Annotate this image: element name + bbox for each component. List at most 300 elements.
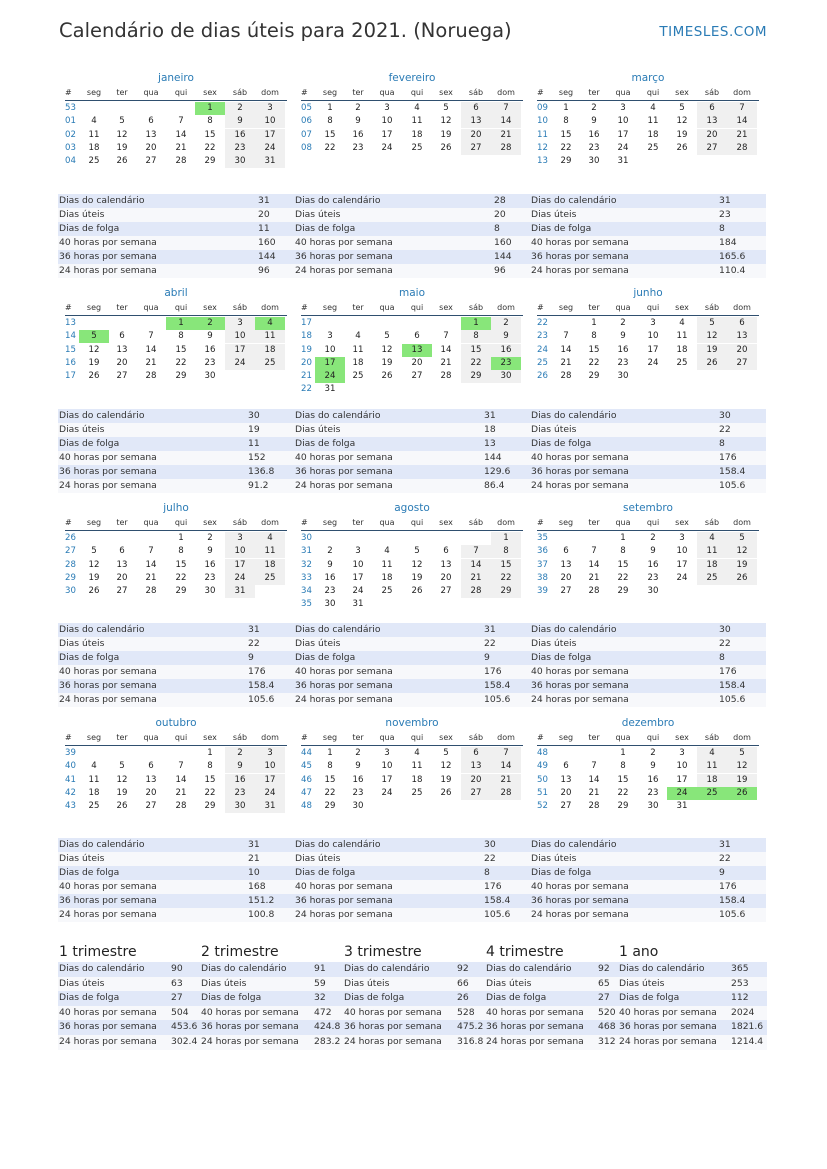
day-cell[interactable]: 13 <box>727 330 757 343</box>
day-cell[interactable]: 3 <box>225 317 255 330</box>
day-cell[interactable]: 4 <box>414 748 420 758</box>
day-cell[interactable]: 12 <box>727 760 757 773</box>
day-cell[interactable]: 24 <box>647 357 659 368</box>
day-cell[interactable]: 13 <box>145 129 157 140</box>
day-cell[interactable]: 25 <box>255 357 285 370</box>
day-cell[interactable]: 4 <box>697 747 727 760</box>
day-cell[interactable]: 29 <box>204 156 216 167</box>
day-cell[interactable]: 22 <box>491 572 521 585</box>
day-cell[interactable]: 19 <box>116 787 128 798</box>
day-cell[interactable]: 9 <box>207 546 213 557</box>
day-cell[interactable]: 9 <box>620 331 626 342</box>
day-cell[interactable]: 11 <box>647 116 659 127</box>
day-cell[interactable]: 12 <box>676 116 688 127</box>
day-cell[interactable]: 9 <box>355 116 361 127</box>
day-cell[interactable]: 12 <box>411 559 423 570</box>
day-cell[interactable]: 26 <box>440 787 452 798</box>
day-cell[interactable]: 22 <box>324 787 336 798</box>
day-cell[interactable]: 25 <box>697 572 727 585</box>
day-cell[interactable]: 8 <box>620 761 626 772</box>
day-cell[interactable]: 14 <box>440 344 452 355</box>
day-cell[interactable]: 22 <box>617 572 629 583</box>
day-cell[interactable]: 9 <box>591 116 597 127</box>
day-cell[interactable]: 22 <box>204 142 216 153</box>
day-cell[interactable]: 9 <box>225 760 255 773</box>
day-cell[interactable]: 17 <box>381 774 393 785</box>
holiday-day[interactable]: 4 <box>255 317 285 330</box>
day-cell[interactable]: 29 <box>617 586 629 597</box>
day-cell[interactable]: 20 <box>145 142 157 153</box>
day-cell[interactable]: 9 <box>207 331 213 342</box>
day-cell[interactable]: 5 <box>443 748 449 758</box>
day-cell[interactable]: 23 <box>204 572 216 583</box>
day-cell[interactable]: 12 <box>116 774 128 785</box>
day-cell[interactable]: 4 <box>91 116 97 127</box>
day-cell[interactable]: 18 <box>88 142 100 153</box>
holiday-day[interactable]: 2 <box>195 317 225 330</box>
day-cell[interactable]: 25 <box>88 801 100 812</box>
day-cell[interactable]: 11 <box>411 761 423 772</box>
day-cell[interactable]: 16 <box>225 129 255 142</box>
day-cell[interactable]: 15 <box>560 129 572 140</box>
day-cell[interactable]: 2 <box>491 317 521 330</box>
day-cell[interactable]: 3 <box>255 102 285 115</box>
day-cell[interactable]: 5 <box>414 546 420 557</box>
day-cell[interactable]: 14 <box>560 344 572 355</box>
day-cell[interactable]: 3 <box>255 747 285 760</box>
day-cell[interactable]: 17 <box>352 572 364 583</box>
day-cell[interactable]: 12 <box>88 344 100 355</box>
day-cell[interactable]: 22 <box>204 787 216 798</box>
day-cell[interactable]: 12 <box>697 330 727 343</box>
day-cell[interactable]: 14 <box>145 344 157 355</box>
day-cell[interactable]: 8 <box>327 116 333 127</box>
day-cell[interactable]: 17 <box>647 344 659 355</box>
day-cell[interactable]: 4 <box>355 331 361 342</box>
day-cell[interactable]: 26 <box>116 156 128 167</box>
day-cell[interactable]: 15 <box>617 774 629 785</box>
day-cell[interactable]: 9 <box>650 761 656 772</box>
day-cell[interactable]: 22 <box>588 357 600 368</box>
day-cell[interactable]: 19 <box>697 344 727 357</box>
day-cell[interactable]: 4 <box>679 318 685 328</box>
day-cell[interactable]: 23 <box>647 787 659 798</box>
day-cell[interactable]: 27 <box>727 357 757 370</box>
day-cell[interactable]: 1 <box>591 318 597 328</box>
day-cell[interactable]: 17 <box>676 559 688 570</box>
day-cell[interactable]: 28 <box>588 801 600 812</box>
day-cell[interactable]: 30 <box>647 586 659 597</box>
day-cell[interactable]: 31 <box>255 800 285 813</box>
day-cell[interactable]: 6 <box>119 331 125 342</box>
day-cell[interactable]: 20 <box>727 344 757 357</box>
day-cell[interactable]: 19 <box>440 774 452 785</box>
day-cell[interactable]: 20 <box>145 787 157 798</box>
day-cell[interactable]: 15 <box>175 344 187 355</box>
day-cell[interactable]: 27 <box>145 156 157 167</box>
day-cell[interactable]: 25 <box>411 142 423 153</box>
day-cell[interactable]: 21 <box>588 572 600 583</box>
day-cell[interactable]: 5 <box>727 532 757 545</box>
day-cell[interactable]: 5 <box>119 116 125 127</box>
day-cell[interactable]: 29 <box>617 801 629 812</box>
day-cell[interactable]: 28 <box>588 586 600 597</box>
day-cell[interactable]: 7 <box>178 761 184 772</box>
day-cell[interactable]: 5 <box>384 331 390 342</box>
day-cell[interactable]: 11 <box>255 330 285 343</box>
day-cell[interactable]: 30 <box>647 801 659 812</box>
day-cell[interactable]: 26 <box>727 572 757 585</box>
day-cell[interactable]: 13 <box>461 115 491 128</box>
day-cell[interactable]: 7 <box>148 331 154 342</box>
day-cell[interactable]: 10 <box>617 116 629 127</box>
day-cell[interactable]: 4 <box>697 532 727 545</box>
day-cell[interactable]: 21 <box>491 129 521 142</box>
holiday-day[interactable]: 24 <box>667 787 697 800</box>
day-cell[interactable]: 28 <box>145 586 157 597</box>
day-cell[interactable]: 4 <box>255 532 285 545</box>
day-cell[interactable]: 28 <box>175 156 187 167</box>
day-cell[interactable]: 13 <box>116 344 128 355</box>
day-cell[interactable]: 15 <box>204 129 216 140</box>
day-cell[interactable]: 11 <box>352 344 364 355</box>
day-cell[interactable]: 16 <box>617 344 629 355</box>
day-cell[interactable]: 18 <box>88 787 100 798</box>
day-cell[interactable]: 30 <box>352 801 364 812</box>
day-cell[interactable]: 13 <box>440 559 452 570</box>
day-cell[interactable]: 23 <box>588 142 600 153</box>
day-cell[interactable]: 20 <box>560 787 572 798</box>
day-cell[interactable]: 23 <box>225 142 255 155</box>
day-cell[interactable]: 2 <box>355 748 361 758</box>
day-cell[interactable]: 14 <box>491 760 521 773</box>
day-cell[interactable]: 14 <box>175 129 187 140</box>
day-cell[interactable]: 23 <box>352 787 364 798</box>
day-cell[interactable]: 26 <box>116 801 128 812</box>
day-cell[interactable]: 16 <box>647 559 659 570</box>
day-cell[interactable]: 27 <box>560 801 572 812</box>
day-cell[interactable]: 1 <box>207 748 213 758</box>
day-cell[interactable]: 23 <box>647 572 659 583</box>
day-cell[interactable]: 25 <box>411 787 423 798</box>
day-cell[interactable]: 3 <box>679 533 685 543</box>
day-cell[interactable]: 9 <box>355 761 361 772</box>
day-cell[interactable]: 3 <box>355 546 361 557</box>
day-cell[interactable]: 26 <box>381 371 393 382</box>
day-cell[interactable]: 1 <box>491 532 521 545</box>
day-cell[interactable]: 15 <box>588 344 600 355</box>
day-cell[interactable]: 3 <box>679 748 685 758</box>
day-cell[interactable]: 13 <box>116 559 128 570</box>
day-cell[interactable]: 15 <box>461 344 491 357</box>
day-cell[interactable]: 6 <box>148 116 154 127</box>
day-cell[interactable]: 16 <box>491 344 521 357</box>
day-cell[interactable]: 19 <box>727 559 757 572</box>
day-cell[interactable]: 13 <box>560 559 572 570</box>
day-cell[interactable]: 14 <box>727 115 757 128</box>
day-cell[interactable]: 24 <box>225 357 255 370</box>
day-cell[interactable]: 8 <box>563 116 569 127</box>
day-cell[interactable]: 8 <box>591 331 597 342</box>
day-cell[interactable]: 10 <box>381 116 393 127</box>
day-cell[interactable]: 22 <box>175 572 187 583</box>
day-cell[interactable]: 7 <box>148 546 154 557</box>
day-cell[interactable]: 6 <box>563 546 569 557</box>
day-cell[interactable]: 21 <box>440 357 452 368</box>
day-cell[interactable]: 21 <box>175 787 187 798</box>
day-cell[interactable]: 28 <box>727 142 757 155</box>
day-cell[interactable]: 20 <box>461 129 491 142</box>
day-cell[interactable]: 27 <box>411 371 423 382</box>
day-cell[interactable]: 14 <box>461 559 491 572</box>
day-cell[interactable]: 5 <box>91 546 97 557</box>
day-cell[interactable]: 11 <box>697 760 727 773</box>
day-cell[interactable]: 2 <box>225 747 255 760</box>
day-cell[interactable]: 24 <box>381 787 393 798</box>
day-cell[interactable]: 11 <box>381 559 393 570</box>
day-cell[interactable]: 13 <box>560 774 572 785</box>
holiday-day[interactable]: 23 <box>491 357 521 370</box>
day-cell[interactable]: 21 <box>588 787 600 798</box>
day-cell[interactable]: 2 <box>591 103 597 113</box>
day-cell[interactable]: 2 <box>650 533 656 543</box>
day-cell[interactable]: 14 <box>145 559 157 570</box>
holiday-day[interactable]: 24 <box>315 370 345 383</box>
day-cell[interactable]: 12 <box>88 559 100 570</box>
day-cell[interactable]: 11 <box>255 545 285 558</box>
day-cell[interactable]: 17 <box>617 129 629 140</box>
day-cell[interactable]: 2 <box>327 546 333 557</box>
day-cell[interactable]: 30 <box>204 586 216 597</box>
day-cell[interactable]: 30 <box>491 370 521 383</box>
day-cell[interactable]: 7 <box>491 747 521 760</box>
day-cell[interactable]: 26 <box>411 586 423 597</box>
holiday-day[interactable]: 1 <box>461 317 491 330</box>
day-cell[interactable]: 16 <box>588 129 600 140</box>
day-cell[interactable]: 2 <box>355 103 361 113</box>
day-cell[interactable]: 8 <box>327 761 333 772</box>
day-cell[interactable]: 29 <box>560 156 572 167</box>
day-cell[interactable]: 18 <box>411 129 423 140</box>
day-cell[interactable]: 25 <box>381 586 393 597</box>
day-cell[interactable]: 14 <box>175 774 187 785</box>
day-cell[interactable]: 19 <box>411 572 423 583</box>
day-cell[interactable]: 19 <box>440 129 452 140</box>
day-cell[interactable]: 29 <box>175 586 187 597</box>
day-cell[interactable]: 2 <box>620 318 626 328</box>
day-cell[interactable]: 11 <box>411 116 423 127</box>
day-cell[interactable]: 30 <box>225 155 255 168</box>
day-cell[interactable]: 23 <box>352 142 364 153</box>
day-cell[interactable]: 21 <box>727 129 757 142</box>
day-cell[interactable]: 12 <box>727 545 757 558</box>
holiday-day[interactable]: 1 <box>166 317 196 330</box>
day-cell[interactable]: 17 <box>676 774 688 785</box>
day-cell[interactable]: 20 <box>461 774 491 787</box>
holiday-day[interactable]: 13 <box>402 344 432 357</box>
day-cell[interactable]: 10 <box>676 761 688 772</box>
day-cell[interactable]: 4 <box>414 103 420 113</box>
day-cell[interactable]: 23 <box>204 357 216 368</box>
day-cell[interactable]: 18 <box>697 774 727 787</box>
day-cell[interactable]: 20 <box>116 572 128 583</box>
day-cell[interactable]: 31 <box>324 384 336 395</box>
day-cell[interactable]: 7 <box>178 116 184 127</box>
day-cell[interactable]: 9 <box>327 559 333 570</box>
day-cell[interactable]: 10 <box>647 331 659 342</box>
day-cell[interactable]: 1 <box>620 533 626 543</box>
day-cell[interactable]: 29 <box>588 371 600 382</box>
day-cell[interactable]: 24 <box>617 142 629 153</box>
day-cell[interactable]: 3 <box>384 748 390 758</box>
day-cell[interactable]: 4 <box>650 103 656 113</box>
day-cell[interactable]: 7 <box>591 546 597 557</box>
day-cell[interactable]: 15 <box>324 129 336 140</box>
day-cell[interactable]: 31 <box>255 155 285 168</box>
day-cell[interactable]: 22 <box>461 357 491 370</box>
day-cell[interactable]: 21 <box>461 572 491 585</box>
day-cell[interactable]: 18 <box>381 572 393 583</box>
day-cell[interactable]: 16 <box>204 344 216 355</box>
day-cell[interactable]: 28 <box>175 801 187 812</box>
day-cell[interactable]: 27 <box>461 142 491 155</box>
day-cell[interactable]: 2 <box>207 533 213 543</box>
day-cell[interactable]: 29 <box>175 371 187 382</box>
day-cell[interactable]: 29 <box>204 801 216 812</box>
day-cell[interactable]: 14 <box>588 774 600 785</box>
day-cell[interactable]: 30 <box>588 156 600 167</box>
day-cell[interactable]: 18 <box>255 559 285 572</box>
day-cell[interactable]: 11 <box>88 129 100 140</box>
day-cell[interactable]: 12 <box>116 129 128 140</box>
day-cell[interactable]: 24 <box>225 572 255 585</box>
holiday-day[interactable]: 26 <box>727 787 757 800</box>
day-cell[interactable]: 25 <box>647 142 659 153</box>
day-cell[interactable]: 5 <box>119 761 125 772</box>
day-cell[interactable]: 20 <box>411 357 423 368</box>
day-cell[interactable]: 21 <box>175 142 187 153</box>
holiday-day[interactable]: 17 <box>315 357 345 370</box>
day-cell[interactable]: 6 <box>443 546 449 557</box>
day-cell[interactable]: 13 <box>461 760 491 773</box>
day-cell[interactable]: 7 <box>563 331 569 342</box>
day-cell[interactable]: 18 <box>352 357 364 368</box>
day-cell[interactable]: 16 <box>352 129 364 140</box>
day-cell[interactable]: 16 <box>204 559 216 570</box>
day-cell[interactable]: 15 <box>175 559 187 570</box>
day-cell[interactable]: 7 <box>443 331 449 342</box>
day-cell[interactable]: 16 <box>225 774 255 787</box>
day-cell[interactable]: 30 <box>617 371 629 382</box>
day-cell[interactable]: 6 <box>148 761 154 772</box>
day-cell[interactable]: 16 <box>647 774 659 785</box>
day-cell[interactable]: 18 <box>255 344 285 357</box>
day-cell[interactable]: 5 <box>727 747 757 760</box>
day-cell[interactable]: 17 <box>255 774 285 787</box>
day-cell[interactable]: 18 <box>697 559 727 572</box>
day-cell[interactable]: 6 <box>727 317 757 330</box>
day-cell[interactable]: 29 <box>491 585 521 598</box>
day-cell[interactable]: 21 <box>145 572 157 583</box>
day-cell[interactable]: 2 <box>650 748 656 758</box>
day-cell[interactable]: 10 <box>225 545 255 558</box>
day-cell[interactable]: 9 <box>650 546 656 557</box>
day-cell[interactable]: 6 <box>461 102 491 115</box>
day-cell[interactable]: 1 <box>327 103 333 113</box>
day-cell[interactable]: 14 <box>491 115 521 128</box>
day-cell[interactable]: 27 <box>440 586 452 597</box>
day-cell[interactable]: 27 <box>560 586 572 597</box>
day-cell[interactable]: 19 <box>116 142 128 153</box>
day-cell[interactable]: 19 <box>381 357 393 368</box>
day-cell[interactable]: 9 <box>491 330 521 343</box>
day-cell[interactable]: 20 <box>560 572 572 583</box>
day-cell[interactable]: 10 <box>324 344 336 355</box>
day-cell[interactable]: 21 <box>145 357 157 368</box>
day-cell[interactable]: 19 <box>727 774 757 787</box>
day-cell[interactable]: 8 <box>207 761 213 772</box>
day-cell[interactable]: 6 <box>563 761 569 772</box>
day-cell[interactable]: 17 <box>381 129 393 140</box>
day-cell[interactable]: 7 <box>491 102 521 115</box>
day-cell[interactable]: 24 <box>381 142 393 153</box>
day-cell[interactable]: 11 <box>676 331 688 342</box>
brand-link[interactable]: TIMESLES.COM <box>659 24 767 40</box>
day-cell[interactable]: 28 <box>491 787 521 800</box>
day-cell[interactable]: 1 <box>327 748 333 758</box>
day-cell[interactable]: 21 <box>560 357 572 368</box>
day-cell[interactable]: 20 <box>116 357 128 368</box>
day-cell[interactable]: 7 <box>461 545 491 558</box>
day-cell[interactable]: 30 <box>204 371 216 382</box>
day-cell[interactable]: 4 <box>384 546 390 557</box>
day-cell[interactable]: 22 <box>560 142 572 153</box>
day-cell[interactable]: 30 <box>225 800 255 813</box>
day-cell[interactable]: 3 <box>384 103 390 113</box>
day-cell[interactable]: 15 <box>324 774 336 785</box>
day-cell[interactable]: 26 <box>88 371 100 382</box>
day-cell[interactable]: 8 <box>207 116 213 127</box>
day-cell[interactable]: 31 <box>676 801 688 812</box>
day-cell[interactable]: 17 <box>225 559 255 572</box>
day-cell[interactable]: 8 <box>491 545 521 558</box>
day-cell[interactable]: 12 <box>440 116 452 127</box>
day-cell[interactable]: 26 <box>88 586 100 597</box>
day-cell[interactable]: 10 <box>381 761 393 772</box>
day-cell[interactable]: 3 <box>620 103 626 113</box>
day-cell[interactable]: 12 <box>381 344 393 355</box>
holiday-day[interactable]: 5 <box>79 330 109 343</box>
day-cell[interactable]: 28 <box>440 371 452 382</box>
day-cell[interactable]: 1 <box>563 103 569 113</box>
day-cell[interactable]: 29 <box>461 370 491 383</box>
day-cell[interactable]: 10 <box>225 330 255 343</box>
day-cell[interactable]: 23 <box>324 586 336 597</box>
day-cell[interactable]: 27 <box>697 142 727 155</box>
day-cell[interactable]: 17 <box>255 129 285 142</box>
day-cell[interactable]: 6 <box>119 546 125 557</box>
day-cell[interactable]: 14 <box>588 559 600 570</box>
holiday-day[interactable]: 1 <box>195 102 225 115</box>
day-cell[interactable]: 25 <box>88 156 100 167</box>
day-cell[interactable]: 16 <box>352 774 364 785</box>
day-cell[interactable]: 25 <box>352 371 364 382</box>
day-cell[interactable]: 27 <box>116 371 128 382</box>
day-cell[interactable]: 3 <box>650 318 656 328</box>
day-cell[interactable]: 15 <box>617 559 629 570</box>
day-cell[interactable]: 18 <box>411 774 423 785</box>
day-cell[interactable]: 23 <box>225 787 255 800</box>
